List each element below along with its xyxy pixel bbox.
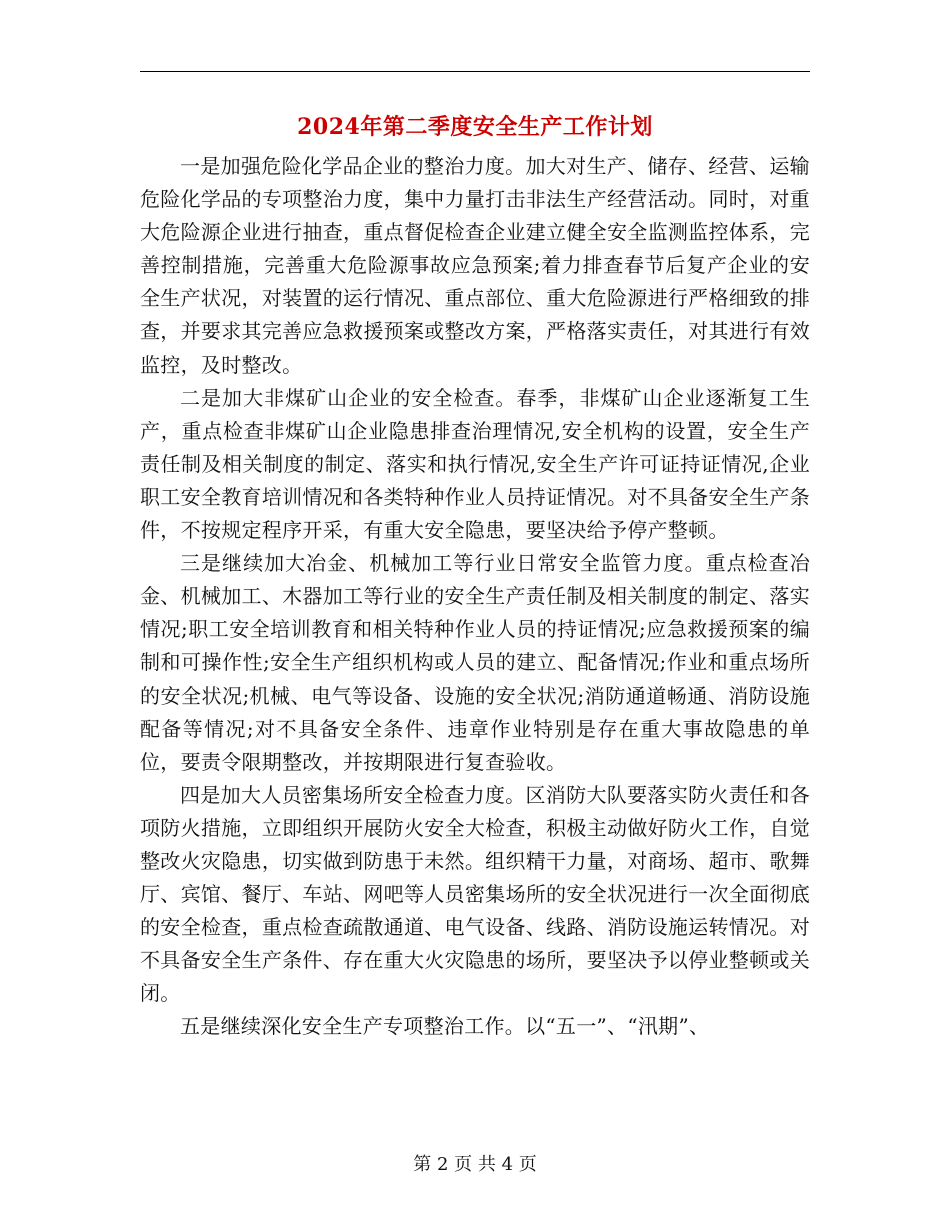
document-body	[140, 150, 810, 1044]
paragraph-4: 四是加大人员密集场所安全检查力度。区消防大队要落实防火责任和各项防火措施，立即组织开展防火安全大检查，积极主动做好防火工作，自觉整改火灾隐患，切实做到防患于未然。组织精干力量，对商场、超市、歌舞厅、宾馆、餐厅、车站、网吧等人员密集场所的安全状况进行一次全面彻底的安全检查，重点检查疏散通道、电气设备、线路、消防设施运转情况。对不具备安全生产条件、存在重大火灾隐患的场所，要坚决予以停业整顿或关闭。	[140, 782, 810, 1006]
document-title: 2024年第二季度安全生产工作计划	[297, 114, 653, 140]
paragraph-3: 三是继续加大冶金、机械加工等行业日常安全监管力度。重点检查冶金、机械加工、木器加工等行业的安全生产责任制及相关制度的制定、落实情况;职工安全培训教育和相关特种作业人员的持证情况;应急救援预案的编制和可操作性;安全生产组织机构或人员的建立、配备情况;作业和重点场所的安全状况;机械、电气等设备、设施的安全状况;消防通道畅通、消防设施配备等情况;对不具备安全条件、违章作业特别是存在重大事故隐患的单位，要责令限期整改，并按期限进行复查验收。	[140, 551, 810, 774]
header-rule	[140, 71, 810, 72]
paragraph-2: 二是加大非煤矿山企业的安全检查。春季，非煤矿山企业逐渐复工生产，重点检查非煤矿山企业隐患排查治理情况,安全机构的设置，安全生产责任制及相关制度的制定、落实和执行情况,安全生产许可证持证情况,企业职工安全教育培训情况和各类特种作业人员持证情况。对不具备安全生产条件，不按规定程序开采，有重大安全隐患，要坚决给予停产整顿。	[140, 385, 810, 543]
paragraph-1: 一是加强危险化学品企业的整治力度。加大对生产、储存、经营、运输危险化学品的专项整治力度，集中力量打击非法生产经营活动。同时，对重大危险源企业进行抽查，重点督促检查企业建立健全安全监测监控体系，完善控制措施，完善重大危险源事故应急预案;着力排查春节后复产企业的安全生产状况，对装置的运行情况、重点部位、重大危险源进行严格细致的排查，并要求其完善应急救援预案或整改方案，严格落实责任，对其进行有效监控，及时整改。	[140, 154, 810, 377]
page-number: 第 2 页 共 4 页	[413, 1154, 537, 1175]
paragraph-5: 五是继续深化安全生产专项整治工作。以“五一”、“汛期”、	[180, 1014, 710, 1039]
